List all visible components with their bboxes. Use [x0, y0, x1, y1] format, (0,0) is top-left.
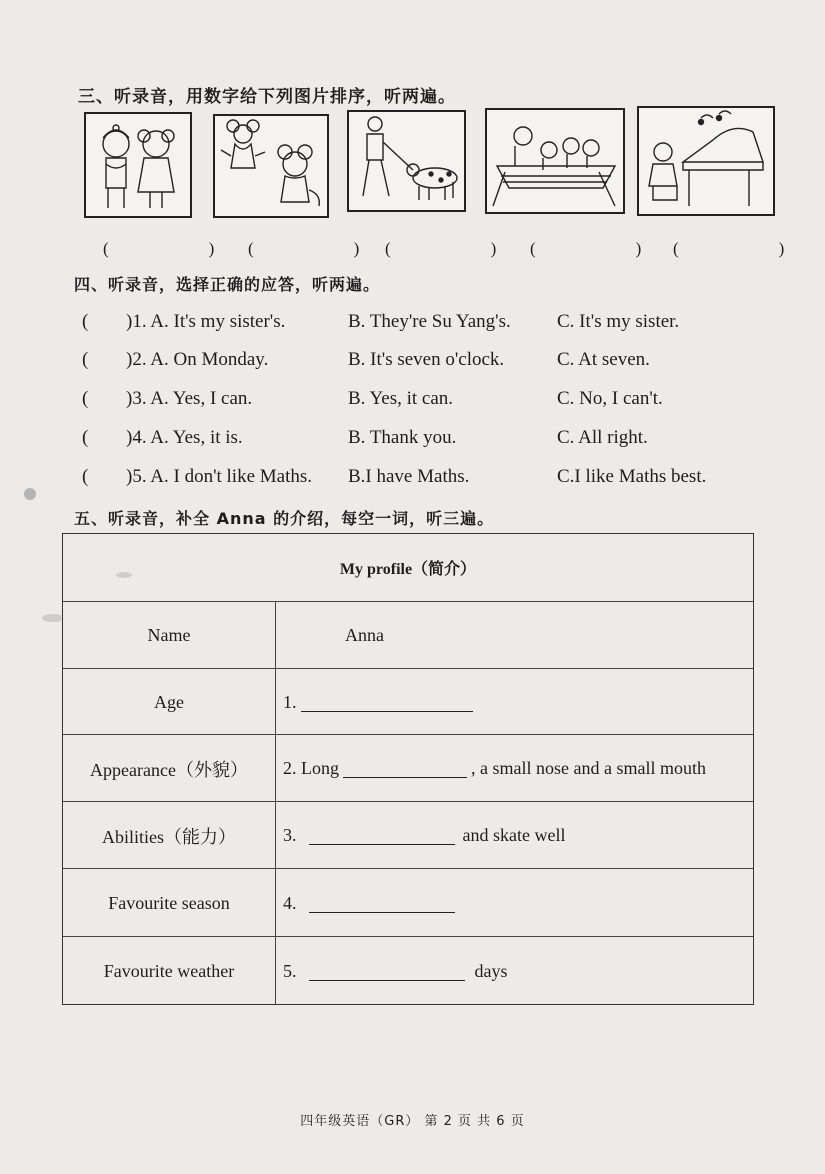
table-row [63, 668, 753, 735]
item-number: 4. [283, 892, 297, 913]
answer-bracket-open[interactable]: ( [82, 349, 89, 370]
section3-title: 三、听录音，用数字给下列图片排序，听两遍。 [78, 87, 456, 107]
two-children-greeting-icon [84, 112, 192, 218]
table-row [63, 601, 753, 669]
item-number: 2. Long [283, 758, 339, 778]
item-suffix: days [474, 960, 508, 981]
ink-spot [24, 488, 36, 500]
item-number: 3. [283, 825, 297, 845]
boy-walking-dog-icon [347, 110, 466, 212]
row-label: Abilities（能力） [63, 802, 276, 869]
row-label: Favourite season [63, 869, 276, 937]
item-suffix: and skate well [462, 825, 566, 845]
option-b: B. Thank you. [348, 427, 457, 448]
answer-bracket-3[interactable]: ( ) [385, 239, 519, 258]
table-header-row [63, 534, 753, 601]
answer-bracket-open[interactable]: ( [82, 388, 89, 409]
row-value [275, 602, 753, 669]
option-a: )4. A. Yes, it is. [126, 427, 243, 448]
row-label: Favourite weather [63, 937, 276, 1005]
option-c: C. No, I can't. [557, 388, 663, 409]
row-value [275, 735, 753, 802]
name-value: Anna [345, 625, 384, 645]
ink-smudge [42, 614, 64, 622]
row-value [275, 802, 753, 869]
ink-smudge [116, 572, 132, 578]
page-footer: 四年级英语（GR） 第 2 页 共 6 页 [300, 1114, 525, 1129]
profile-table [62, 533, 754, 1005]
children-in-boat-icon [485, 108, 625, 214]
table-row [63, 868, 753, 937]
table-row [63, 801, 753, 869]
row-label: Age [63, 669, 276, 735]
table-header: My profile（简介） [339, 561, 477, 578]
row-label: Appearance（外貌） [63, 735, 276, 802]
girl-playing-piano-icon [637, 106, 775, 216]
item-suffix: , a small nose and a small mouth [471, 758, 706, 778]
table-row [63, 936, 753, 1005]
section5-title: 五、听录音，补全 Anna 的介绍，每空一词，听三遍。 [74, 509, 495, 528]
row-value [275, 669, 753, 735]
item-number: 5. [283, 960, 297, 981]
item-number: 1. [283, 691, 297, 712]
row-value [275, 937, 753, 1005]
fill-blank-2[interactable] [343, 759, 467, 778]
row-value [275, 869, 753, 937]
option-b: B. Yes, it can. [348, 388, 454, 409]
option-c: C.I like Maths best. [557, 466, 707, 487]
option-c: C. All right. [557, 427, 648, 448]
option-a: )5. A. I don't like Maths. [126, 466, 313, 487]
fill-blank-4[interactable] [309, 894, 455, 913]
answer-bracket-open[interactable]: ( [82, 311, 89, 332]
two-mice-icon [213, 114, 329, 218]
option-a: )2. A. On Monday. [126, 349, 269, 370]
option-b: B. They're Su Yang's. [348, 311, 511, 332]
row-label: Name [63, 602, 276, 669]
option-b: B.I have Maths. [348, 466, 470, 487]
option-a: )1. A. It's my sister's. [126, 311, 286, 332]
option-c: C. It's my sister. [557, 311, 680, 332]
answer-bracket-4[interactable]: ( ) [530, 239, 664, 258]
option-b: B. It's seven o'clock. [348, 349, 505, 370]
fill-blank-1[interactable] [301, 693, 473, 712]
answer-bracket-open[interactable]: ( [82, 466, 89, 487]
answer-bracket-1[interactable]: ( ) [103, 239, 237, 258]
option-c: C. At seven. [557, 349, 650, 370]
answer-bracket-5[interactable]: ( ) [673, 239, 807, 258]
option-a: )3. A. Yes, I can. [126, 388, 253, 409]
fill-blank-3[interactable] [309, 826, 455, 845]
answer-bracket-2[interactable]: ( ) [248, 239, 382, 258]
fill-blank-5[interactable] [309, 962, 465, 981]
section4-title: 四、听录音，选择正确的应答，听两遍。 [74, 275, 381, 294]
answer-bracket-open[interactable]: ( [82, 427, 89, 448]
table-row [63, 734, 753, 802]
